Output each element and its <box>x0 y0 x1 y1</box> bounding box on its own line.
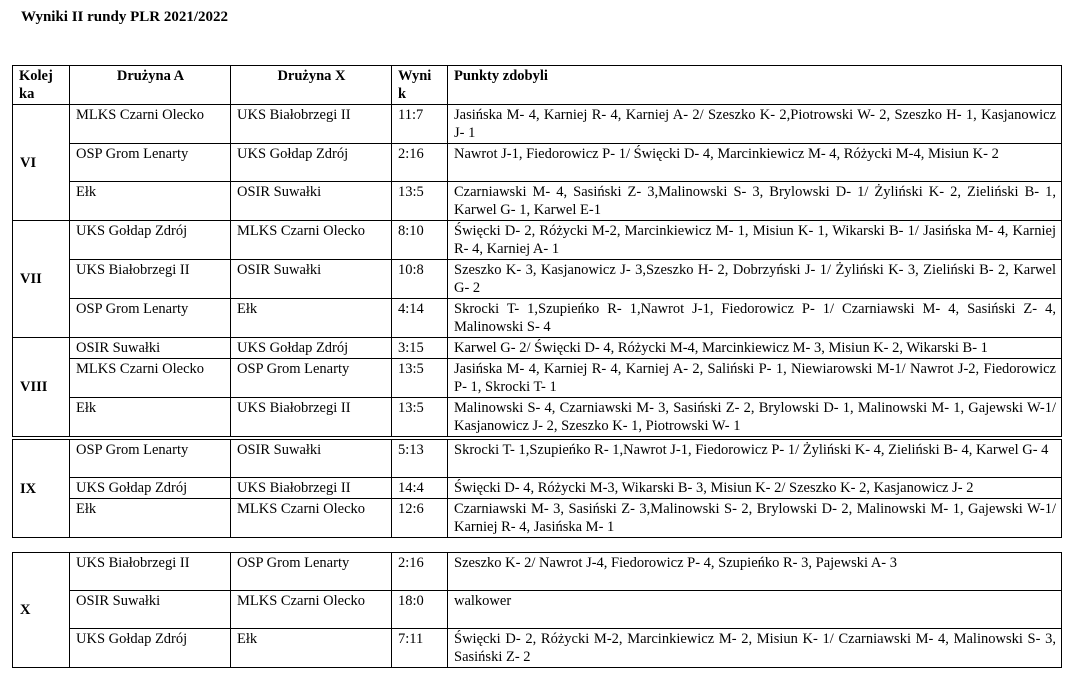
table-row <box>13 299 1062 338</box>
table-row <box>13 105 1062 144</box>
team-x: MLKS Czarni Olecko <box>231 499 392 538</box>
team-x: Ełk <box>231 299 392 338</box>
team-x: OSP Grom Lenarty <box>231 359 392 398</box>
score: 5:13 <box>392 440 448 478</box>
score: 4:14 <box>392 299 448 338</box>
score: 11:7 <box>392 105 448 144</box>
team-a: Ełk <box>70 499 231 538</box>
scorers: Szeszko K- 2/ Nawrot J-4, Fiedorowicz P- 4, Szupieńko R- 3, Pajewski A- 3 <box>448 553 1062 591</box>
col-header-kolejka: Kolej ka <box>13 66 70 105</box>
table-row <box>13 359 1062 398</box>
team-x: OSP Grom Lenarty <box>231 553 392 591</box>
table-row <box>13 629 1062 668</box>
scorers: Karwel G- 2/ Święcki D- 4, Różycki M-4, Marcinkiewicz M- 3, Misiun K- 2, Wikarski B- 1 <box>448 338 1062 359</box>
scorers: Malinowski S- 4, Czarniawski M- 3, Sasiński Z- 2, Brylowski D- 1, Malinowski M- 1, Gajewski W-1/ Kasjanowicz J- 2, Szeszko K- 1, Piotrowski W- 1 <box>448 398 1062 437</box>
team-a: OSP Grom Lenarty <box>70 440 231 478</box>
team-a: UKS Gołdap Zdrój <box>70 629 231 668</box>
score: 8:10 <box>392 221 448 260</box>
team-x: UKS Białobrzegi II <box>231 105 392 144</box>
team-a: UKS Białobrzegi II <box>70 260 231 299</box>
table-row <box>13 553 1062 591</box>
team-x: OSIR Suwałki <box>231 440 392 478</box>
results-table-2 <box>12 439 1062 538</box>
header-row <box>13 66 1062 105</box>
round-label: VI <box>13 105 70 221</box>
table-row <box>13 591 1062 629</box>
scorers: Święcki D- 2, Różycki M-2, Marcinkiewicz M- 2, Misiun K- 1/ Czarniawski M- 4, Malinowski S- 3, Sasiński Z- 2 <box>448 629 1062 668</box>
team-a: OSIR Suwałki <box>70 591 231 629</box>
team-x: UKS Gołdap Zdrój <box>231 144 392 182</box>
page-title: Wyniki II rundy PLR 2021/2022 <box>21 9 228 25</box>
table-row <box>13 499 1062 538</box>
scorers: Skrocki T- 1,Szupieńko R- 1,Nawrot J-1, Fiedorowicz P- 1/ Żyliński K- 4, Zieliński B- 4, Karwel G- 4 <box>448 440 1062 478</box>
col-header-team-a: Drużyna A <box>70 66 231 105</box>
team-x: OSIR Suwałki <box>231 182 392 221</box>
score: 2:16 <box>392 553 448 591</box>
team-x: UKS Gołdap Zdrój <box>231 338 392 359</box>
col-header-punkty: Punkty zdobyli <box>448 66 1062 105</box>
team-a: MLKS Czarni Olecko <box>70 105 231 144</box>
col-header-team-x: Drużyna X <box>231 66 392 105</box>
table-row <box>13 478 1062 499</box>
score: 14:4 <box>392 478 448 499</box>
scorers: Skrocki T- 1,Szupieńko R- 1,Nawrot J-1, Fiedorowicz P- 1/ Czarniawski M- 4, Sasiński Z- 4, Malinowski S- 4 <box>448 299 1062 338</box>
scorers: Czarniawski M- 4, Sasiński Z- 3,Malinowski S- 3, Brylowski D- 1/ Żyliński K- 2, Zieliński B- 1, Karwel G- 1, Karwel E-1 <box>448 182 1062 221</box>
table-row <box>13 144 1062 182</box>
table-row <box>13 221 1062 260</box>
score: 12:6 <box>392 499 448 538</box>
round-label: VIII <box>13 338 70 437</box>
score: 10:8 <box>392 260 448 299</box>
scorers: Szeszko K- 3, Kasjanowicz J- 3,Szeszko H- 2, Dobrzyński J- 1/ Żyliński K- 3, Zieliński B- 2, Karwel G- 2 <box>448 260 1062 299</box>
scorers: Nawrot J-1, Fiedorowicz P- 1/ Święcki D- 4, Marcinkiewicz M- 4, Różycki M-4, Misiun K- 2 <box>448 144 1062 182</box>
team-a: OSP Grom Lenarty <box>70 299 231 338</box>
scorers: Czarniawski M- 3, Sasiński Z- 3,Malinowski S- 2, Brylowski D- 2, Malinowski M- 1, Gajewski W-1/ Karniej R- 4, Jasińska M- 1 <box>448 499 1062 538</box>
score: 2:16 <box>392 144 448 182</box>
scorers: Święcki D- 2, Różycki M-2, Marcinkiewicz M- 1, Misiun K- 1, Wikarski B- 1/ Jasińska M- 4, Karniej R- 4, Karniej A- 1 <box>448 221 1062 260</box>
team-x: OSIR Suwałki <box>231 260 392 299</box>
results-table-1 <box>12 65 1062 437</box>
team-a: Ełk <box>70 182 231 221</box>
scorers: Jasińska M- 4, Karniej R- 4, Karniej A- 2, Saliński P- 1, Niewiarowski M-1/ Nawrot J-2, Fiedorowicz P- 1, Skrocki T- 1 <box>448 359 1062 398</box>
score: 7:11 <box>392 629 448 668</box>
round-label: IX <box>13 440 70 538</box>
score: 13:5 <box>392 182 448 221</box>
team-a: OSP Grom Lenarty <box>70 144 231 182</box>
score: 13:5 <box>392 359 448 398</box>
team-x: MLKS Czarni Olecko <box>231 221 392 260</box>
team-a: MLKS Czarni Olecko <box>70 359 231 398</box>
team-a: UKS Białobrzegi II <box>70 553 231 591</box>
table-row <box>13 440 1062 478</box>
team-x: UKS Białobrzegi II <box>231 398 392 437</box>
score: 3:15 <box>392 338 448 359</box>
score: 13:5 <box>392 398 448 437</box>
table-row <box>13 260 1062 299</box>
team-a: OSIR Suwałki <box>70 338 231 359</box>
scorers: walkower <box>448 591 1062 629</box>
team-x: MLKS Czarni Olecko <box>231 591 392 629</box>
results-table-3 <box>12 552 1062 668</box>
table-row <box>13 338 1062 359</box>
team-x: Ełk <box>231 629 392 668</box>
team-x: UKS Białobrzegi II <box>231 478 392 499</box>
table-row <box>13 182 1062 221</box>
team-a: Ełk <box>70 398 231 437</box>
score: 18:0 <box>392 591 448 629</box>
team-a: UKS Gołdap Zdrój <box>70 478 231 499</box>
table-row <box>13 398 1062 437</box>
scorers: Święcki D- 4, Różycki M-3, Wikarski B- 3, Misiun K- 2/ Szeszko K- 2, Kasjanowicz J- 2 <box>448 478 1062 499</box>
team-a: UKS Gołdap Zdrój <box>70 221 231 260</box>
col-header-wynik: Wyni k <box>392 66 448 105</box>
scorers: Jasińska M- 4, Karniej R- 4, Karniej A- 2/ Szeszko K- 2,Piotrowski W- 2, Szeszko H- 1, Kasjanowicz J- 1 <box>448 105 1062 144</box>
round-label: X <box>13 553 70 668</box>
round-label: VII <box>13 221 70 338</box>
